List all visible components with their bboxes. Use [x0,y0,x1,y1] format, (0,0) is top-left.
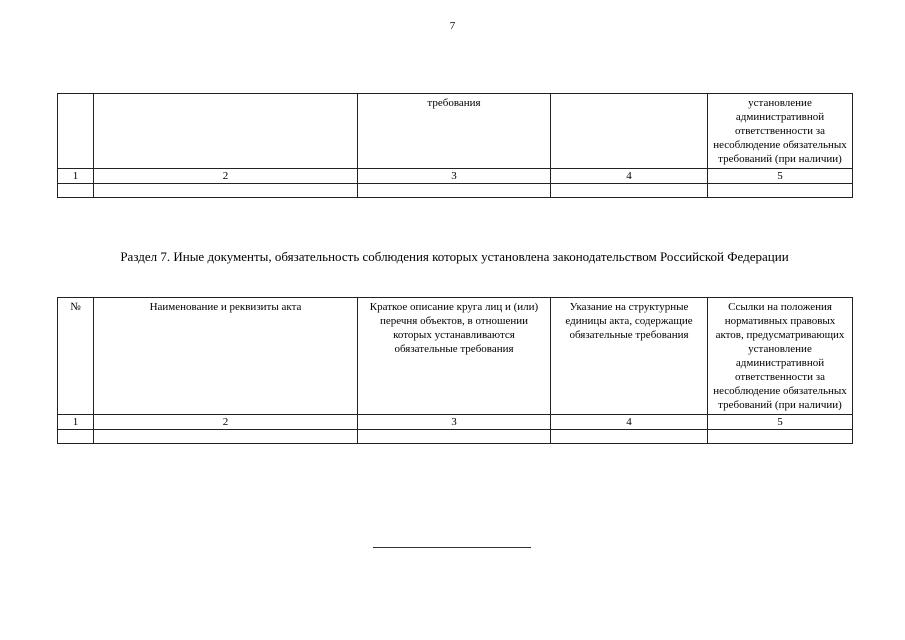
header-cell-references: Ссылки на положения нормативных правовых актов, предусматривающих установление административной ответственности за несоблюдение обязательных требований (при наличии) [708,298,853,415]
column-number: 5 [708,415,853,430]
column-number: 4 [551,415,708,430]
header-cell: требования [358,94,551,169]
header-cell [551,94,708,169]
column-number-row [58,169,853,184]
empty-row [58,184,853,198]
empty-cell [708,430,853,444]
column-number: 2 [94,169,358,184]
empty-cell [708,184,853,198]
header-cell [94,94,358,169]
empty-cell [94,430,358,444]
header-cell [58,94,94,169]
column-number: 2 [94,415,358,430]
column-number-row [58,415,853,430]
section-7-table [57,297,853,444]
empty-cell [551,184,708,198]
empty-cell [94,184,358,198]
empty-cell [358,430,551,444]
column-number: 3 [358,415,551,430]
empty-cell [358,184,551,198]
header-cell-number: № [58,298,94,415]
empty-cell [58,430,94,444]
empty-cell [58,184,94,198]
empty-row [58,430,853,444]
section-title: Раздел 7. Иные документы, обязательность соблюдения которых установлена законодательством Российской Федерации [120,249,789,264]
page-number: 7 [449,20,456,32]
header-cell: установление административной ответственности за несоблюдение обязательных требований (при наличии) [708,94,853,169]
column-number: 1 [58,169,94,184]
header-cell-act-name: Наименование и реквизиты акта [94,298,358,415]
empty-cell [551,430,708,444]
table-header-row [58,298,853,415]
column-number: 4 [551,169,708,184]
continued-table [57,93,853,198]
column-number: 3 [358,169,551,184]
table-header-row [58,94,853,169]
column-number: 1 [58,415,94,430]
footer-divider [373,547,531,548]
header-cell-description: Краткое описание круга лиц и (или) перечня объектов, в отношении которых устанавливаются обязательные требования [358,298,551,415]
header-cell-structural-units: Указание на структурные единицы акта, содержащие обязательные требования [551,298,708,415]
column-number: 5 [708,169,853,184]
